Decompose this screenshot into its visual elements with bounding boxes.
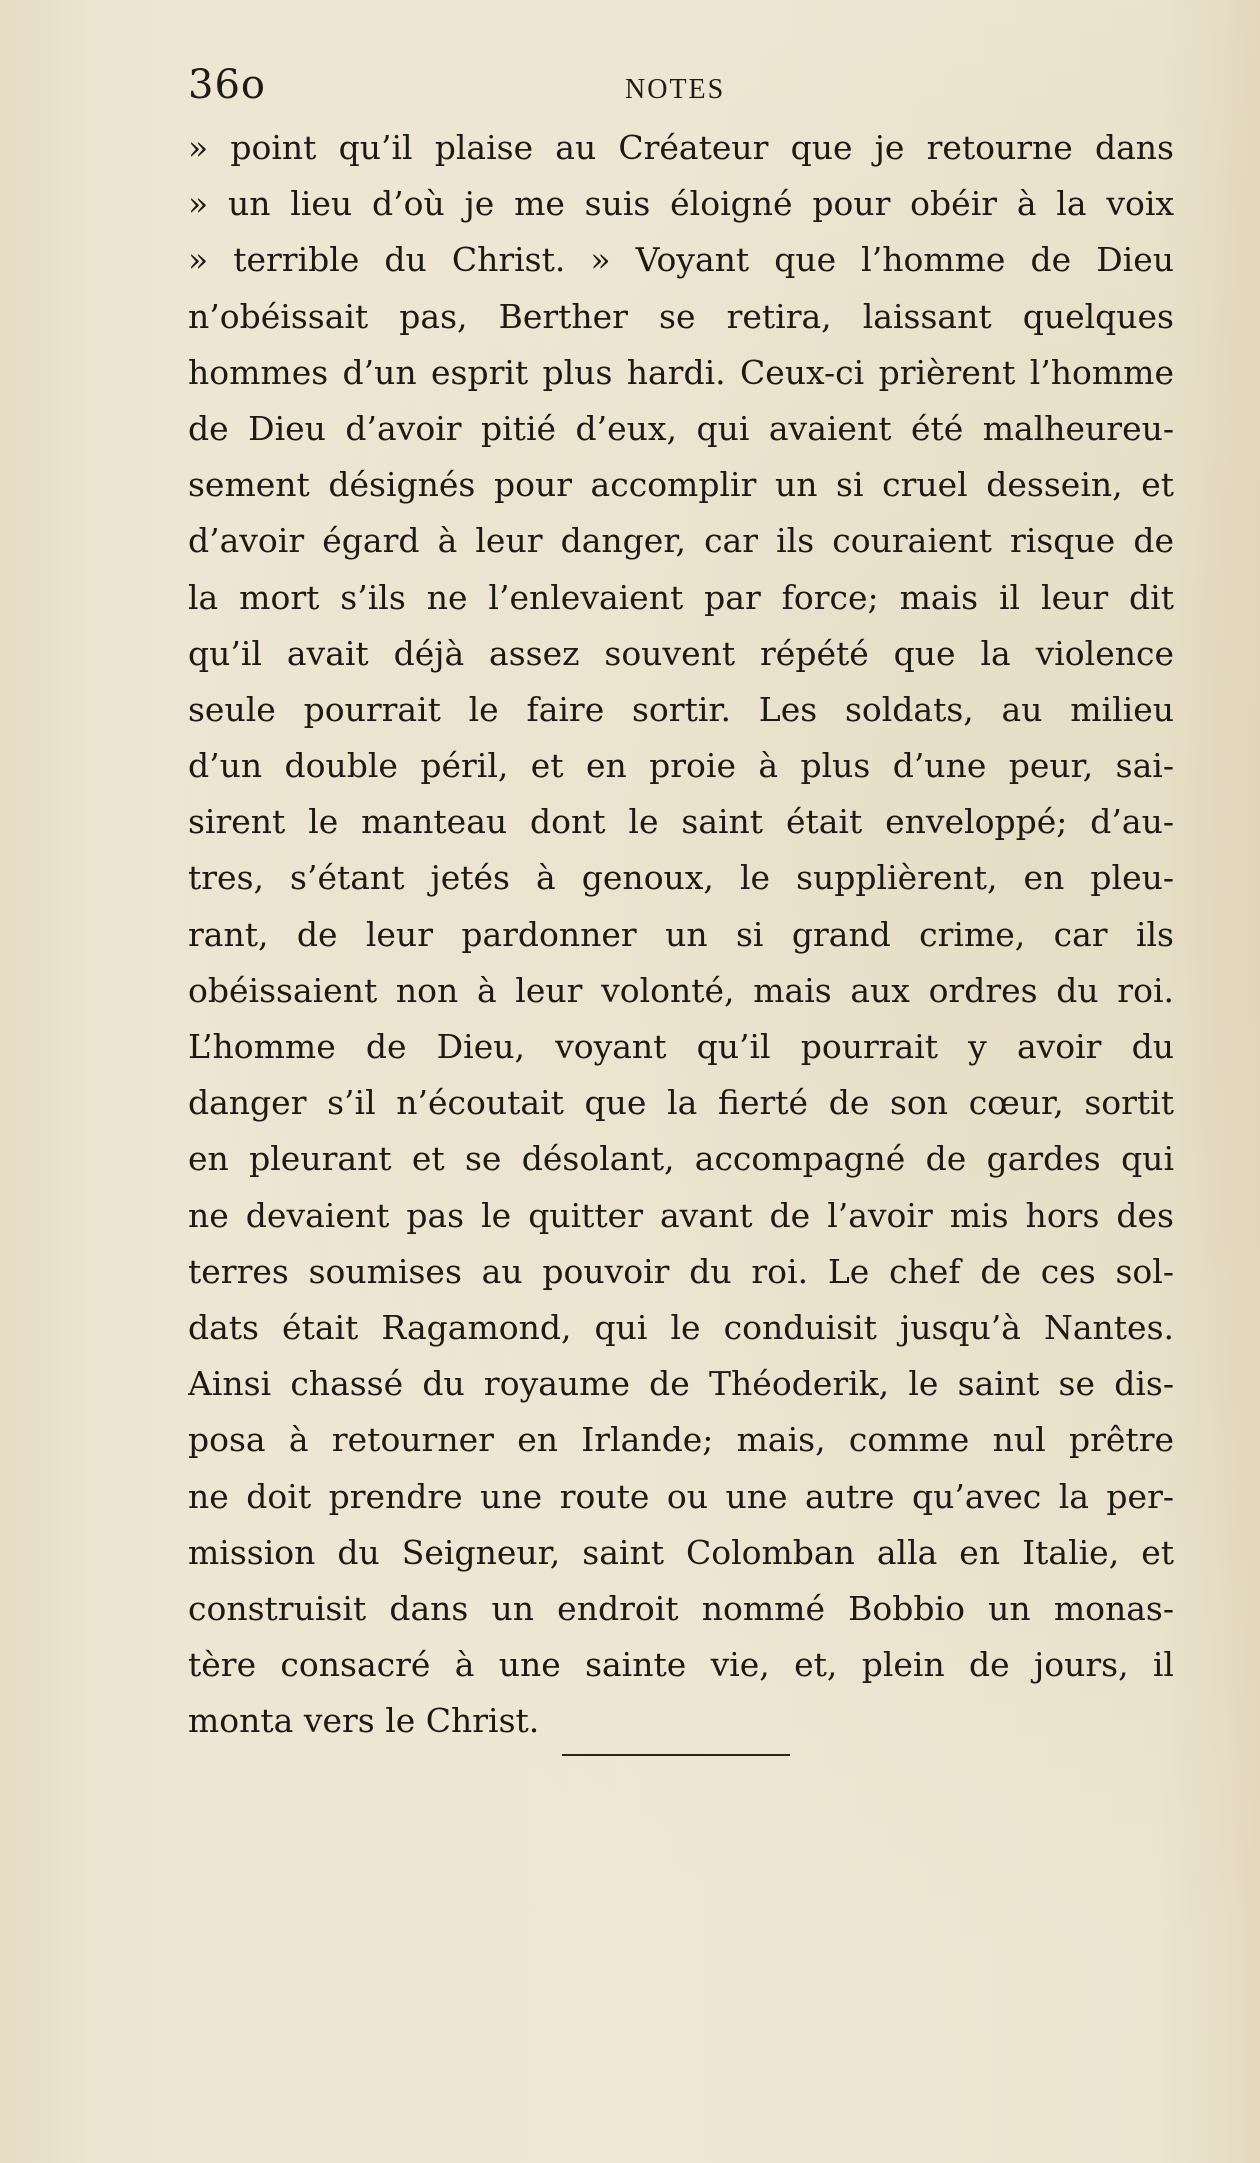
text-line: obéissaient non à leur volonté, mais aux ordres du roi. xyxy=(188,970,1174,1010)
text-line: d’un double péril, et en proie à plus d’une peur, sai- xyxy=(188,746,1174,786)
text-line: mission du Seigneur, saint Colomban alla en Italie, et xyxy=(188,1532,1174,1572)
text-line: n’obéissait pas, Berther se retira, laissant quelques xyxy=(188,296,1174,336)
text-line: en pleurant et se désolant, accompagné de gardes qui xyxy=(188,1139,1174,1179)
text-line: monta vers le Christ. xyxy=(188,1701,540,1741)
text-line: d’avoir égard à leur danger, car ils couraient risque de xyxy=(188,521,1174,561)
text-line: danger s’il n’écoutait que la fierté de son cœur, sortit xyxy=(188,1083,1174,1123)
page-header xyxy=(188,62,1174,122)
closing-rule xyxy=(562,1754,790,1756)
text-line: » point qu’il plaise au Créateur que je retourne dans xyxy=(188,128,1174,167)
text-line: la mort s’ils ne l’enlevaient par force; mais il leur dit xyxy=(188,577,1174,617)
page-number: 36o xyxy=(188,62,266,108)
text-line: » un lieu d’où je me suis éloigné pour obéir à la voix xyxy=(188,184,1174,224)
text-line: dats était Ragamond, qui le conduisit jusqu’à Nantes. xyxy=(188,1307,1174,1347)
text-line: tère consacré à une sainte vie, et, plein de jours, il xyxy=(188,1645,1174,1685)
body-text xyxy=(188,120,1174,1749)
text-line: hommes d’un esprit plus hardi. Ceux-ci prièrent l’homme xyxy=(188,352,1174,392)
text-line: sirent le manteau dont le saint était enveloppé; d’au- xyxy=(188,802,1174,842)
text-line: sement désignés pour accomplir un si cruel dessein, et xyxy=(188,465,1174,505)
text-line: L’homme de Dieu, voyant qu’il pourrait y avoir du xyxy=(188,1027,1174,1066)
text-line: de Dieu d’avoir pitié d’eux, qui avaient été malheureu- xyxy=(188,408,1174,448)
text-line: construisit dans un endroit nommé Bobbio un monas- xyxy=(188,1588,1174,1628)
text-line: terres soumises au pouvoir du roi. Le chef de ces sol- xyxy=(188,1251,1174,1291)
text-line: Ainsi chassé du royaume de Théoderik, le saint se dis- xyxy=(188,1364,1174,1404)
text-line: ne devaient pas le quitter avant de l’avoir mis hors des xyxy=(188,1195,1174,1235)
text-line: posa à retourner en Irlande; mais, comme nul prêtre xyxy=(188,1420,1174,1460)
text-line: rant, de leur pardonner un si grand crime, car ils xyxy=(188,914,1174,954)
text-line: qu’il avait déjà assez souvent répété que la violence xyxy=(188,633,1174,673)
text-line: » terrible du Christ. » Voyant que l’homme de Dieu xyxy=(188,240,1174,280)
text-line: ne doit prendre une route ou une autre qu’avec la per- xyxy=(188,1476,1174,1516)
text-line: tres, s’étant jetés à genoux, le supplièrent, en pleu- xyxy=(188,858,1174,898)
text-line: seule pourrait le faire sortir. Les soldats, au milieu xyxy=(188,689,1174,729)
running-title: NOTES xyxy=(625,74,726,105)
